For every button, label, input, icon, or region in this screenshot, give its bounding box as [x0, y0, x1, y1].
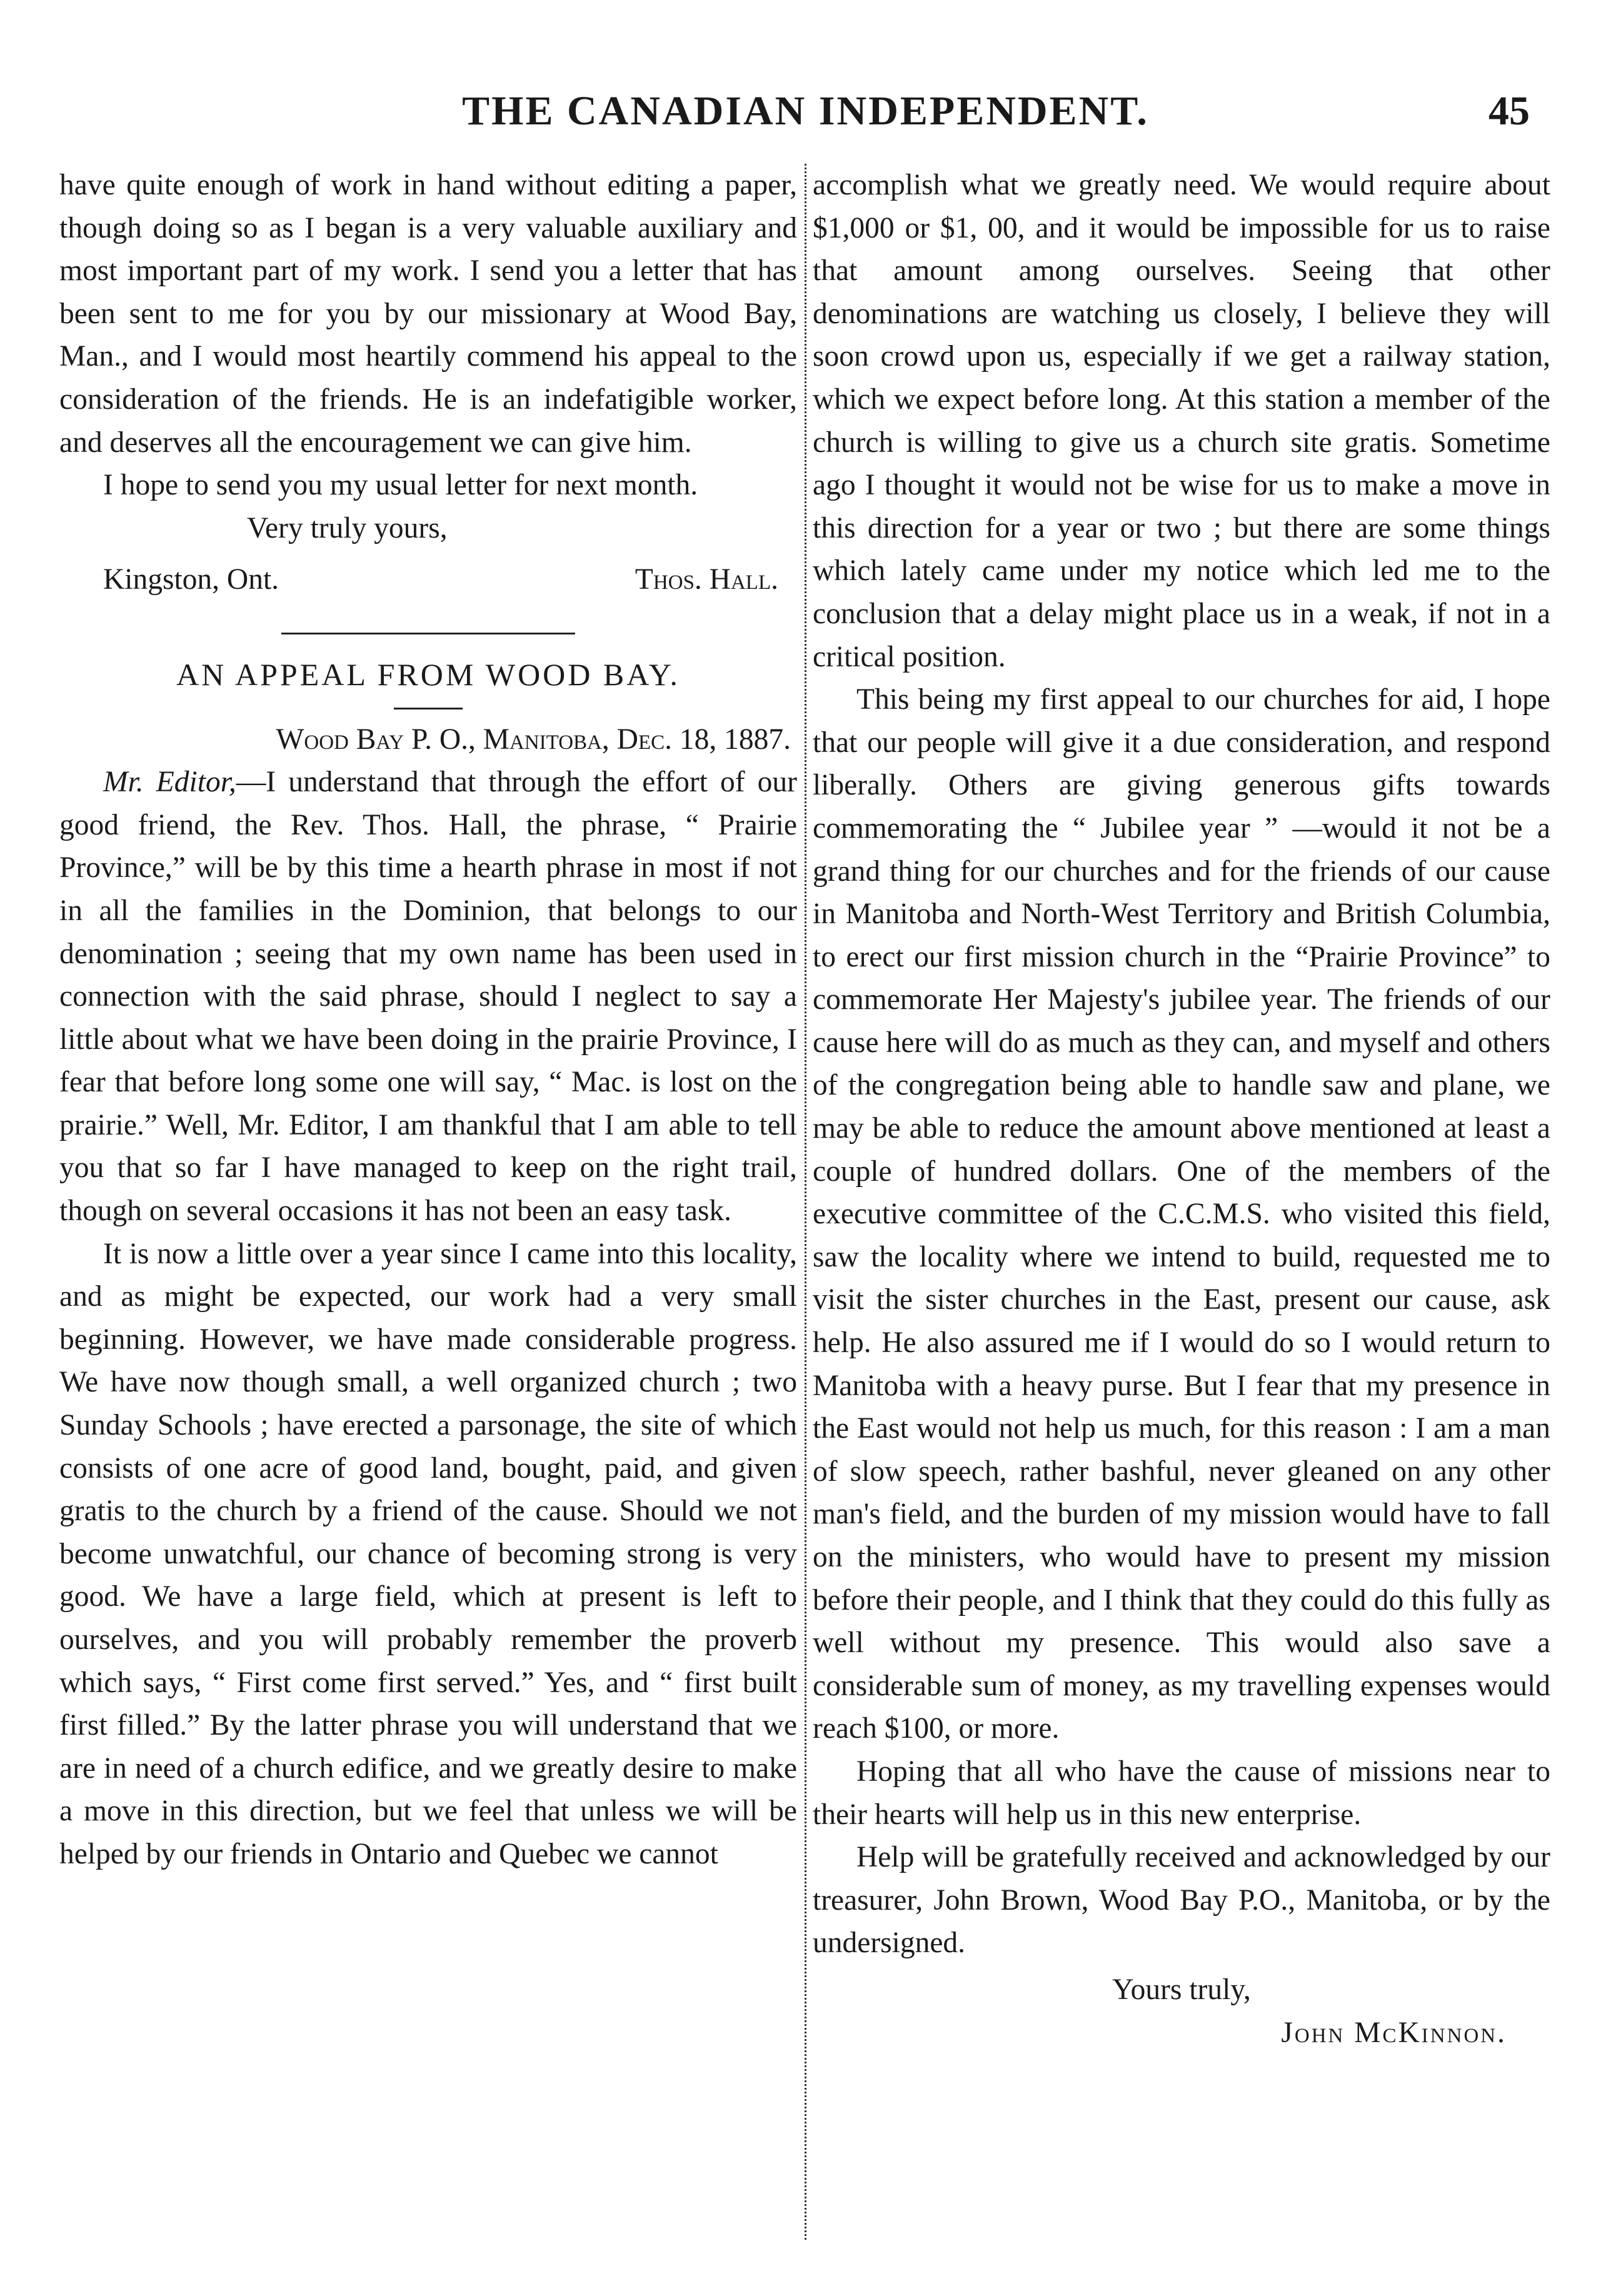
- article-closing: Yours truly,: [1112, 1973, 1251, 2006]
- page-header: [56, 88, 1555, 144]
- letter-signoff: [59, 558, 797, 601]
- article-heading: AN APPEAL FROM WOOD BAY.: [176, 656, 680, 692]
- right-paragraph-1: accomplish what we greatly need. We would require about $1,000 or $1, 00, and it would be impossible for us to raise that amount among ourselves. Seeing that other denominations are watching us closely, I believe they will soon crowd upon us, especially if we get a railway station, which we expect before long. At this station a member of the church is willing to give us a church site gratis. Sometime ago I thought it would not be wise for us to make a move in this direction for a year or two ; but there are some things which lately came under my notice which led me to the conclusion that a delay might place us in a weak, if not in a critical position.: [813, 169, 1550, 673]
- left-paragraph-3: [59, 761, 797, 1233]
- letter-signer: Thos. Hall.: [635, 563, 778, 596]
- left-paragraph-2: I hope to send you my usual letter for next month.: [103, 469, 698, 502]
- right-paragraph-3: Hoping that all who have the cause of missions near to their hearts will help us in this new enterprise.: [813, 1755, 1550, 1831]
- left-column: [59, 164, 797, 2258]
- right-paragraph-2: This being my first appeal to our churches for aid, I hope that our people will give it a due consideration, and respond liberally. Others are giving generous gifts towards commemorating the “ Jubilee year ” —would it not be a grand thing for our churches and for the friends of our cause in Manitoba and North-West Territory and British Columbia, to erect our first mission church in the “Prairie Province” to commemorate Her Majesty's jubilee year. The friends of our cause here will do as much as they can, and myself and others of the congregation being able to handle saw and plane, we may be able to reduce the amount above mentioned at least a couple of hundred dollars. One of the members of the executive committee of the C.C.M.S. who visited this field, saw the locality where we intend to build, requested me to visit the sister churches in the East, present our cause, ask help. He also assured me if I would do so I would return to Manitoba with a heavy purse. But I fear that my presence in the East would not help us much, for this reason : I am a man of slow speech, rather bashful, never gleaned on any other man's field, and the burden of my mission would have to fall on the ministers, who would have to present my mission before their people, and I think that they could do this fully as well without my presence. This would also save a considerable sum of money, as my travelling expenses would reach $100, or more.: [813, 683, 1550, 1745]
- page-number: 45: [1488, 88, 1530, 134]
- letter-closing: Very truly yours,: [247, 511, 448, 544]
- section-rule: [281, 633, 575, 634]
- article-signer: John McKinnon.: [1281, 2016, 1507, 2049]
- letter-place: Kingston, Ont.: [103, 563, 279, 596]
- article-dateline: Wood Bay P. O., Manitoba, Dec. 18, 1887.: [276, 723, 791, 756]
- heading-rule: [394, 708, 463, 709]
- left-paragraph-1: have quite enough of work in hand without editing a paper, though doing so as I began is a very valuable auxiliary and most important part of my work. I send you a letter that has been sent to me for you by our missionary at Wood Bay, Man., and I would most heartily commend his appeal to the consideration of the friends. He is an indefatigible worker, and deserves all the encouragement we can give him.: [59, 169, 797, 459]
- right-column: [813, 164, 1550, 2258]
- salutation: Mr. Editor,: [103, 766, 236, 799]
- left-paragraph-3-text: —I understand that through the effort of our good friend, the Rev. Thos. Hall, the phrase, “ Prairie Province,” will be by this time a hearth phrase in most if not in all the families in the Dominion, that belongs to our denomination ; seeing that my own name has been used in connection with the said phrase, should I neglect to say a little about what we have been doing in the prairie Province, I fear that before long some one will say, “ Mac. is lost on the prairie.” Well, Mr. Editor, I am thankful that I am able to tell you that so far I have managed to keep on the right trail, though on several occasions it has not been an easy task.: [59, 766, 797, 1228]
- publication-title: THE CANADIAN INDEPENDENT.: [462, 88, 1149, 134]
- left-paragraph-4: It is now a little over a year since I came into this locality, and as might be expected, our work had a very small beginning. However, we have made considerable progress. We have now though small, a well organized church ; two Sunday Schools ; have erected a parsonage, the site of which consists of one acre of good land, bought, paid, and given gratis to the church by a friend of the cause. Should we not become unwatchful, our chance of becoming strong is very good. We have a large field, which at present is left to ourselves, and you will probably remember the proverb which says, “ First come first served.” Yes, and “ first built first filled.” By the latter phrase you will understand that we are in need of a church edifice, and we greatly desire to make a move in this direction, but we feel that unless we will be helped by our friends in Ontario and Quebec we cannot: [59, 1237, 797, 1870]
- right-paragraph-4: Help will be gratefully received and acknowledged by our treasurer, John Brown, Wood Bay P.O., Manitoba, or by the undersigned.: [813, 1841, 1550, 1960]
- column-divider: [805, 164, 806, 2240]
